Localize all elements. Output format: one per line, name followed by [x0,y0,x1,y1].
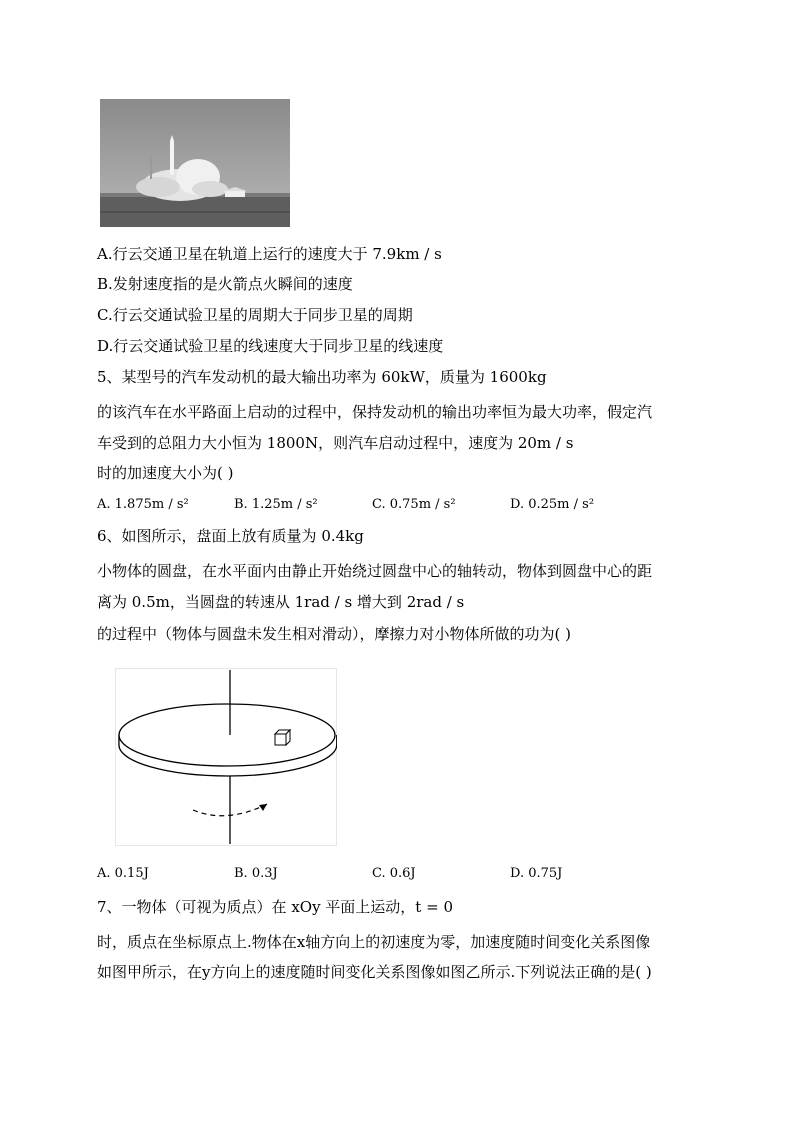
q6-stem-line2: 小物体的圆盘，在水平面内由静止开始绕过圆盘中心的轴转动，物体到圆盘中心的距 [97,562,653,580]
q7-stem-line2: 时，质点在坐标原点上.物体在x轴方向上的初速度为零，加速度随时间变化关系图像 [97,933,651,951]
q4-option-b[interactable]: B.发射速度指的是火箭点火瞬间的速度 [97,275,353,293]
q6-option-a[interactable]: A. 0.15J [97,866,149,881]
q6-option-b[interactable]: B. 0.3J [234,866,278,881]
rotating-disk-figure [115,668,337,846]
q7-stem-line1: 7、一物体（可视为质点）在 xOy 平面上运动，t = 0 [97,898,453,916]
rocket-launch-photo [100,99,290,227]
q6-stem-line3: 离为 0.5m，当圆盘的转速从 1rad / s 增大到 2rad / s [97,593,465,611]
q5-stem-line4: 时的加速度大小为( ) [97,464,234,482]
q5-stem-line1: 5、某型号的汽车发动机的最大输出功率为 60kW，质量为 1600kg [97,368,547,386]
q5-option-c[interactable]: C. 0.75m / s² [372,497,456,512]
small-block [275,730,290,745]
q6-stem-line4: 的过程中（物体与圆盘未发生相对滑动），摩擦力对小物体所做的功为( ) [97,625,571,643]
q6-option-c[interactable]: C. 0.6J [372,866,416,881]
q5-option-a[interactable]: A. 1.875m / s² [97,497,189,512]
q6-option-d[interactable]: D. 0.75J [510,866,563,881]
disk-top [119,704,335,766]
q5-option-b[interactable]: B. 1.25m / s² [234,497,318,512]
q5-option-d[interactable]: D. 0.25m / s² [510,497,595,512]
q5-stem-line3: 车受到的总阻力大小恒为 1800N，则汽车启动过程中，速度为 20m / s [97,434,574,452]
q7-stem-line3: 如图甲所示，在y方向上的速度随时间变化关系图像如图乙所示.下列说法正确的是( ) [97,963,652,981]
q4-option-d[interactable]: D.行云交通试验卫星的线速度大于同步卫星的线速度 [97,337,444,355]
q4-option-a[interactable]: A.行云交通卫星在轨道上运行的速度大于 7.9km / s [97,245,442,263]
q4-option-c[interactable]: C.行云交通试验卫星的周期大于同步卫星的周期 [97,306,413,324]
q5-stem-line2: 的该汽车在水平路面上启动的过程中，保持发动机的输出功率恒为最大功率，假定汽 [97,403,653,421]
q6-stem-line1: 6、如图所示，盘面上放有质量为 0.4kg [97,527,364,545]
